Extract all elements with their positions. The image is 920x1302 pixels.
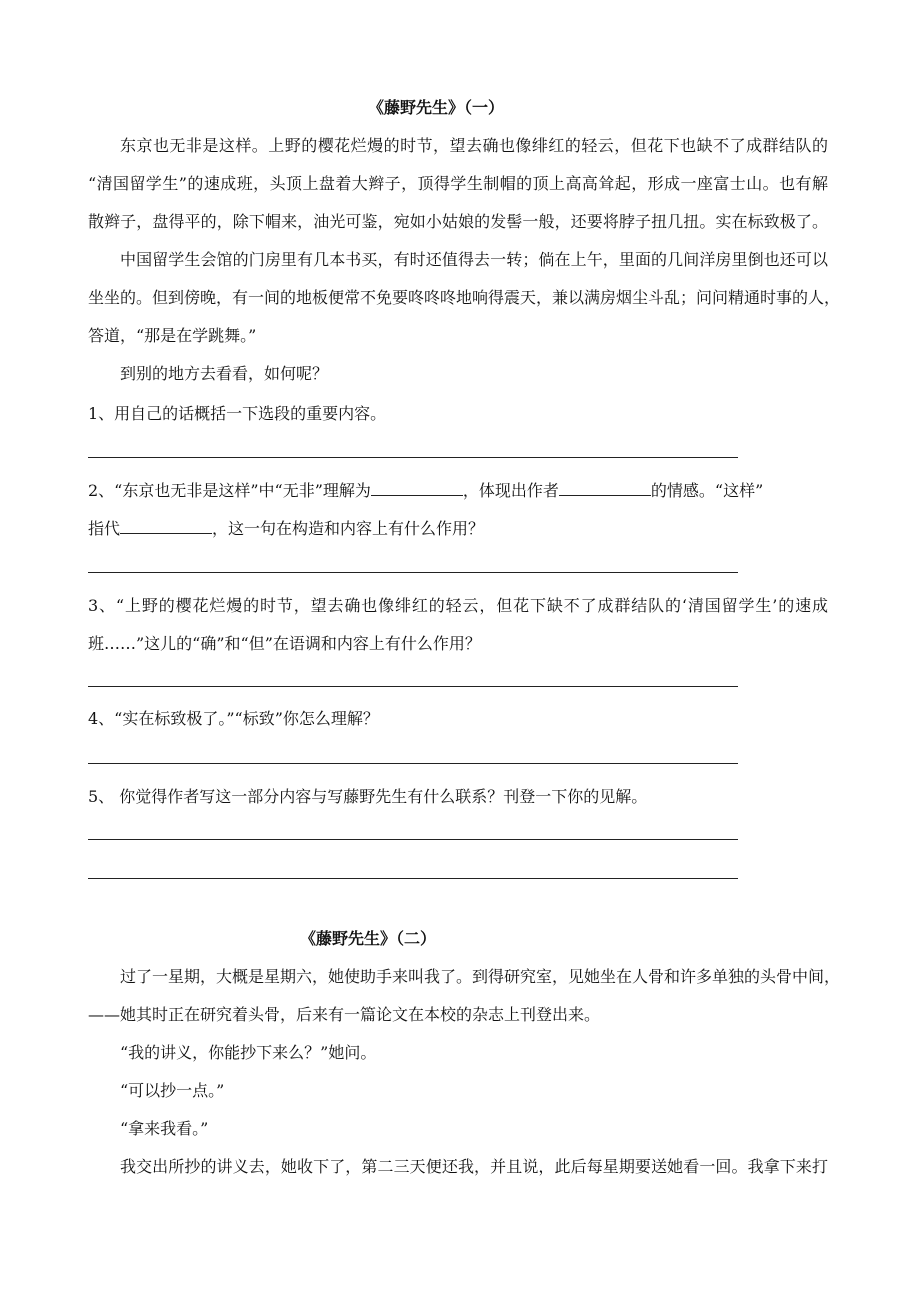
passage1-line-2: “清国留学生”的速成班，头顶上盘着大辫子，顶得学生制帽的顶上高高耸起，形成一座富士山。也有解 xyxy=(88,174,828,193)
question-4: 4、“实在标致极了。”“标致”你怎么理解？ xyxy=(88,709,379,728)
passage1-line-4: 中国留学生会馆的门房里有几本书买，有时还值得去一转；倘在上午，里面的几间洋房里倒也还可以 xyxy=(120,250,828,269)
answer-line-2[interactable] xyxy=(88,572,738,573)
question-2-text-a: 2、“东京也无非是这样”中“无非”理解为 xyxy=(88,481,371,500)
passage1-line-5: 坐坐的。但到傍晚，有一间的地板便常不免要咚咚咚地响得震天，兼以满房烟尘斗乱；问问精通时事的人， xyxy=(88,288,841,307)
fill-blank-2[interactable] xyxy=(559,481,651,496)
question-2-text-d: 指代 xyxy=(88,519,121,538)
part1-title: 《藤野先生》（一） xyxy=(368,98,505,117)
answer-line-3[interactable] xyxy=(88,686,738,687)
passage2-line-2: ——她其时正在研究着头骨，后来有一篇论文在本校的杂志上刊登出来。 xyxy=(88,1005,601,1024)
passage2-line-3: “我的讲义，你能抄下来么？”她问。 xyxy=(120,1043,377,1062)
question-2-text-b: ，体现出作者 xyxy=(462,481,559,500)
passage1-line-1: 东京也无非是这样。上野的樱花烂熳的时节，望去确也像绯红的轻云，但花下也缺不了成群结队的 xyxy=(120,136,828,155)
part2-title: 《藤野先生》（二） xyxy=(300,929,437,948)
answer-line-1[interactable] xyxy=(88,457,738,458)
question-2-text-e: ，这一句在构造和内容上有什么作用？ xyxy=(212,519,485,538)
answer-line-5b[interactable] xyxy=(88,878,738,879)
passage1-line-7: 到别的地方去看看，如何呢？ xyxy=(120,364,329,383)
passage1-line-3: 散辫子，盘得平的，除下帽来，油光可鉴，宛如小姑娘的发髻一般，还要将脖子扭几扭。实在标致极了。 xyxy=(88,212,828,231)
fill-blank-1[interactable] xyxy=(371,481,463,496)
fill-blank-3[interactable] xyxy=(120,519,212,534)
question-2-line-1 xyxy=(88,480,828,502)
passage2-line-5: “拿来我看。” xyxy=(120,1119,209,1138)
passage2-line-4: “可以抄一点。” xyxy=(120,1081,225,1100)
question-3-line-2: 班……”这儿的“确”和“但”在语调和内容上有什么作用？ xyxy=(88,634,481,653)
question-5: 5、 你觉得作者写这一部分内容与写藤野先生有什么联系？刊登一下你的见解。 xyxy=(88,787,648,806)
passage1-line-6: 答道，“那是在学跳舞。” xyxy=(88,326,257,345)
passage2-line-1: 过了一星期，大概是星期六，她使助手来叫我了。到得研究室，见她坐在人骨和许多单独的头骨中间， xyxy=(120,967,841,986)
question-2-text-c: 的情感。“这样” xyxy=(650,481,764,500)
question-3-line-1: 3、“上野的樱花烂熳的时节，望去确也像绯红的轻云，但花下缺不了成群结队的‘清国留学生’的速成 xyxy=(88,596,828,615)
question-1: 1、用自己的话概括一下选段的重要内容。 xyxy=(88,404,387,423)
question-2-line-2 xyxy=(88,518,828,540)
answer-line-4[interactable] xyxy=(88,763,738,764)
answer-line-5a[interactable] xyxy=(88,839,738,840)
passage2-line-6: 我交出所抄的讲义去，她收下了，第二三天便还我，并且说，此后每星期要送她看一回。我拿下来打 xyxy=(120,1157,828,1176)
